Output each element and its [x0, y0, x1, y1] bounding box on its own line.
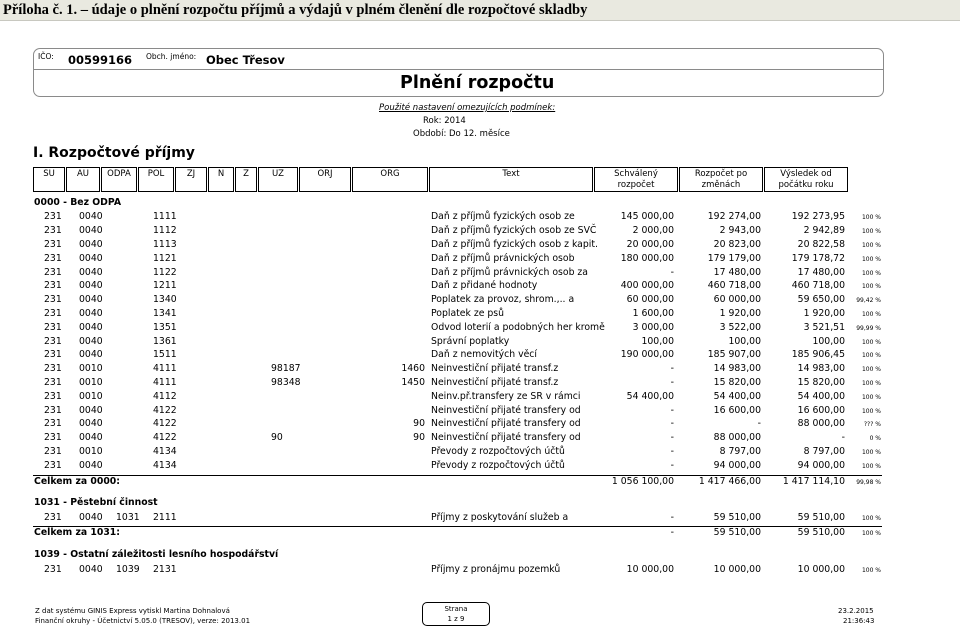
page-indicator: [422, 602, 490, 626]
cell-au: 0040: [79, 459, 103, 471]
cell-a: -: [670, 459, 674, 471]
total-percent: 99,98 %: [856, 478, 881, 486]
group-title-text: 0000 - Bez ODPA: [34, 197, 122, 208]
cell-c: 59 510,00: [797, 511, 845, 523]
column-header-uz: UZ: [258, 167, 298, 192]
cell-au: 0010: [79, 363, 103, 375]
cell-p: ??? %: [863, 421, 881, 429]
cell-text: Neinvestiční přijaté transf.z: [431, 363, 559, 375]
cell-odpa: 1031: [116, 511, 140, 523]
cell-b: 16 600,00: [713, 404, 761, 416]
cell-pol: 1341: [153, 307, 177, 319]
cell-c: 8 797,00: [803, 445, 845, 457]
cell-p: 100 %: [861, 462, 881, 470]
cell-p: 99,42 %: [856, 297, 881, 305]
column-header-zj: ZJ: [175, 167, 207, 192]
cell-su: 231: [44, 266, 62, 278]
cell-pol: 4122: [153, 432, 177, 444]
total-result: 59 510,00: [797, 527, 845, 539]
cell-p: 99,99 %: [856, 324, 881, 332]
cell-a: 180 000,00: [620, 252, 674, 264]
footer-date: 23.2.2015: [838, 607, 874, 615]
cell-b: 59 510,00: [713, 511, 761, 523]
cell-a: 1 600,00: [632, 307, 674, 319]
cell-c: 94 000,00: [797, 459, 845, 471]
column-header-result: Výsledek od počátku roku: [764, 167, 848, 192]
cell-text: Převody z rozpočtových účtů: [431, 459, 565, 471]
cell-au: 0040: [79, 266, 103, 278]
cell-b: 60 000,00: [713, 294, 761, 306]
cell-text: Daň z nemovitých věcí: [431, 349, 538, 361]
group-title: [0, 197, 960, 211]
group-title-text: 1039 - Ostatní záležitosti lesního hospodářství: [34, 549, 279, 561]
cell-text: Příjmy z pronájmu pozemků: [431, 563, 561, 575]
cell-text: Neinv.př.transfery ze SR v rámci: [431, 390, 581, 402]
cell-au: 0040: [79, 511, 103, 523]
cell-pol: 1340: [153, 294, 177, 306]
cell-pol: 4134: [153, 445, 177, 457]
cell-pol: 4111: [153, 376, 177, 388]
cell-text: Poplatek ze psů: [431, 307, 505, 319]
cell-su: 231: [44, 280, 62, 292]
document-title-bar: [0, 0, 960, 21]
cell-c: 100,00: [812, 335, 845, 347]
cell-b: 192 274,00: [707, 211, 761, 223]
cell-a: 3 000,00: [632, 321, 674, 333]
total-approved: -: [670, 527, 674, 539]
cell-c: 192 273,95: [791, 211, 845, 223]
cell-su: 231: [44, 321, 62, 333]
cell-c: 20 822,58: [797, 238, 845, 250]
column-header-z: Z: [235, 167, 257, 192]
cell-p: 100 %: [861, 407, 881, 415]
cell-b: 94 000,00: [713, 459, 761, 471]
cell-b: 88 000,00: [713, 432, 761, 444]
table-row: [0, 239, 960, 253]
cell-c: 185 906,45: [791, 349, 845, 361]
cell-p: 100 %: [861, 241, 881, 249]
cell-text: Odvod loterií a podobných her kromě: [431, 321, 605, 333]
table-row: [0, 460, 960, 474]
table-row: [0, 512, 960, 526]
cell-au: 0040: [79, 225, 103, 237]
cell-au: 0040: [79, 418, 103, 430]
cell-su: 231: [44, 349, 62, 361]
total-after-changes: 59 510,00: [713, 527, 761, 539]
cell-pol: 1511: [153, 349, 177, 361]
cell-b: 2 943,00: [719, 225, 761, 237]
cell-a: 54 400,00: [626, 390, 674, 402]
total-label: Celkem za 0000:: [34, 475, 120, 487]
table-row: [0, 294, 960, 308]
cell-au: 0010: [79, 445, 103, 457]
cell-org: 90: [413, 418, 425, 430]
cell-su: 231: [44, 445, 62, 457]
cell-b: 14 983,00: [713, 363, 761, 375]
table-row: [0, 322, 960, 336]
cell-p: 100 %: [861, 514, 881, 522]
cell-pol: 1113: [153, 238, 177, 250]
cell-pol: 1351: [153, 321, 177, 333]
table-row: [0, 446, 960, 460]
table-row: [0, 363, 960, 377]
cell-p: 100 %: [861, 448, 881, 456]
cell-b: 8 797,00: [719, 445, 761, 457]
cell-c: 10 000,00: [797, 563, 845, 575]
table-row: [0, 377, 960, 391]
cell-pol: 1111: [153, 211, 177, 223]
cell-b: 54 400,00: [713, 390, 761, 402]
cell-a: -: [670, 445, 674, 457]
year-line: Rok: 2014: [423, 116, 466, 126]
column-header-after-changes: Rozpočet po změnách: [679, 167, 763, 192]
cell-c: 3 521,51: [803, 321, 845, 333]
cell-su: 231: [44, 390, 62, 402]
cell-c: 54 400,00: [797, 390, 845, 402]
cell-pol: 4112: [153, 390, 177, 402]
footer-printed-by: Z dat systému GINIS Express vytiskl Martina Dohnalová: [35, 607, 230, 615]
cell-su: 231: [44, 335, 62, 347]
cell-su: 231: [44, 238, 62, 250]
table-row: [0, 432, 960, 446]
table-row: [0, 211, 960, 225]
table-row: [0, 391, 960, 405]
column-header-org: ORG: [352, 167, 428, 192]
table-row: [0, 267, 960, 281]
cell-b: 10 000,00: [713, 563, 761, 575]
cell-su: 231: [44, 363, 62, 375]
cell-su: 231: [44, 294, 62, 306]
cell-b: -: [757, 418, 761, 430]
cell-au: 0010: [79, 376, 103, 388]
cell-su: 231: [44, 432, 62, 444]
cell-p: 100 %: [861, 283, 881, 291]
cell-text: Daň z přidané hodnoty: [431, 280, 538, 292]
cell-au: 0040: [79, 294, 103, 306]
cell-text: Neinvestiční přijaté transfery od: [431, 418, 581, 430]
table-row: [0, 418, 960, 432]
table-row: [0, 336, 960, 350]
cell-p: 0 %: [869, 435, 881, 443]
cell-a: 400 000,00: [620, 280, 674, 292]
cell-a: 190 000,00: [620, 349, 674, 361]
cell-text: Neinvestiční přijaté transfery od: [431, 432, 581, 444]
group-title: [0, 549, 960, 563]
column-header-au: AU: [66, 167, 100, 192]
total-label: Celkem za 1031:: [34, 527, 120, 539]
cell-pol: 1112: [153, 225, 177, 237]
group-total-row: [0, 527, 960, 541]
cell-au: 0040: [79, 252, 103, 264]
cell-p: 100 %: [861, 338, 881, 346]
cell-text: Daň z příjmů právnických osob: [431, 252, 575, 264]
cell-p: 100 %: [861, 255, 881, 263]
report-header-divider: [33, 69, 884, 70]
cell-b: 17 480,00: [713, 266, 761, 278]
page-label: Strana: [444, 605, 468, 613]
cell-pol: 1361: [153, 335, 177, 347]
cell-c: 16 600,00: [797, 404, 845, 416]
column-header-approved: Schválený rozpočet: [594, 167, 678, 192]
company-name-value: Obec Třesov: [206, 53, 285, 67]
cell-su: 231: [44, 563, 62, 575]
ico-value: 00599166: [68, 53, 133, 67]
cell-a: 100,00: [641, 335, 674, 347]
cell-c: 59 650,00: [797, 294, 845, 306]
cell-su: 231: [44, 511, 62, 523]
cell-a: -: [670, 404, 674, 416]
table-row: [0, 564, 960, 578]
cell-c: 15 820,00: [797, 376, 845, 388]
cell-text: Daň z příjmů fyzických osob z kapit.: [431, 238, 598, 250]
cell-p: 100 %: [861, 393, 881, 401]
cell-c: 1 920,00: [803, 307, 845, 319]
cell-su: 231: [44, 307, 62, 319]
cell-p: 100 %: [861, 214, 881, 222]
table-row: [0, 308, 960, 322]
cell-org: 1450: [401, 376, 425, 388]
company-name-label: Obch. jméno:: [146, 52, 197, 61]
cell-pol: 4134: [153, 459, 177, 471]
cell-p: 100 %: [861, 566, 881, 574]
cell-au: 0010: [79, 390, 103, 402]
cell-su: 231: [44, 376, 62, 388]
table-row: [0, 280, 960, 294]
cell-c: 2 942,89: [803, 225, 845, 237]
cell-b: 185 907,00: [707, 349, 761, 361]
cell-b: 460 718,00: [707, 280, 761, 292]
table-row: [0, 349, 960, 363]
conditions-label: Použité nastavení omezujících podmínek:: [379, 103, 556, 113]
cell-c: 14 983,00: [797, 363, 845, 375]
cell-c: 179 178,72: [791, 252, 845, 264]
cell-b: 179 179,00: [707, 252, 761, 264]
cell-text: Neinvestiční přijaté transfery od: [431, 404, 581, 416]
cell-b: 100,00: [728, 335, 761, 347]
cell-a: -: [670, 266, 674, 278]
cell-a: 60 000,00: [626, 294, 674, 306]
cell-text: Příjmy z poskytování služeb a: [431, 511, 569, 523]
cell-text: Daň z příjmů právnických osob za: [431, 266, 589, 278]
ico-label: IČO:: [38, 52, 54, 61]
cell-au: 0040: [79, 335, 103, 347]
group-title: [0, 497, 960, 511]
table-row: [0, 253, 960, 267]
cell-pol: 4122: [153, 404, 177, 416]
footer-system-info: Finanční okruhy - Účetnictví 5.05.0 (TRESOV), verze: 2013.01: [35, 617, 251, 625]
column-header-su: SU: [33, 167, 65, 192]
report-title: Plnění rozpočtu: [400, 73, 555, 93]
cell-su: 231: [44, 418, 62, 430]
table-row: [0, 405, 960, 419]
cell-b: 1 920,00: [719, 307, 761, 319]
cell-odpa: 1039: [116, 563, 140, 575]
cell-pol: 4111: [153, 363, 177, 375]
cell-uz: 90: [271, 432, 283, 444]
column-header-text: Text: [429, 167, 593, 192]
cell-pol: 1122: [153, 266, 177, 278]
cell-text: Poplatek za provoz, shrom.,.. a: [431, 294, 575, 306]
cell-c: 460 718,00: [791, 280, 845, 292]
cell-a: 20 000,00: [626, 238, 674, 250]
cell-p: 100 %: [861, 269, 881, 277]
cell-c: 88 000,00: [797, 418, 845, 430]
cell-au: 0040: [79, 211, 103, 223]
table-row: [0, 225, 960, 239]
cell-p: 100 %: [861, 352, 881, 360]
column-header-pol: POL: [138, 167, 174, 192]
cell-p: 100 %: [861, 228, 881, 236]
period-line: Období: Do 12. měsíce: [413, 129, 510, 139]
cell-au: 0040: [79, 349, 103, 361]
cell-p: 100 %: [861, 366, 881, 374]
cell-su: 231: [44, 252, 62, 264]
cell-su: 231: [44, 459, 62, 471]
cell-b: 3 522,00: [719, 321, 761, 333]
cell-pol: 2131: [153, 563, 177, 575]
cell-a: 145 000,00: [620, 211, 674, 223]
cell-text: Neinvestiční přijaté transf.z: [431, 376, 559, 388]
cell-uz: 98348: [271, 376, 301, 388]
column-header-n: N: [208, 167, 234, 192]
cell-pol: 1121: [153, 252, 177, 264]
cell-a: -: [670, 376, 674, 388]
cell-a: -: [670, 511, 674, 523]
footer-time: 21:36:43: [843, 617, 875, 625]
column-header-odpa: ODPA: [101, 167, 137, 192]
cell-a: -: [670, 363, 674, 375]
page-value: 1 z 9: [447, 615, 465, 623]
group-total-row: [0, 476, 960, 490]
cell-au: 0040: [79, 280, 103, 292]
cell-p: 100 %: [861, 310, 881, 318]
cell-uz: 98187: [271, 363, 301, 375]
column-header-orj: ORJ: [299, 167, 351, 192]
cell-text: Daň z příjmů fyzických osob ze: [431, 211, 575, 223]
cell-su: 231: [44, 404, 62, 416]
total-percent: 100 %: [861, 530, 881, 538]
cell-su: 231: [44, 225, 62, 237]
cell-au: 0040: [79, 563, 103, 575]
group-title-text: 1031 - Pěstební činnost: [34, 497, 158, 509]
document-title: Příloha č. 1. – údaje o plnění rozpočtu příjmů a výdajů v plném členění dle rozpočtové skladby: [3, 2, 588, 18]
cell-text: Správní poplatky: [431, 335, 510, 347]
cell-au: 0040: [79, 321, 103, 333]
cell-text: Převody z rozpočtových účtů: [431, 445, 565, 457]
cell-org: 1460: [401, 363, 425, 375]
cell-c: -: [841, 432, 845, 444]
total-after-changes: 1 417 466,00: [698, 475, 761, 487]
section-title: I. Rozpočtové příjmy: [33, 145, 195, 161]
cell-a: 2 000,00: [632, 225, 674, 237]
cell-a: 10 000,00: [626, 563, 674, 575]
cell-su: 231: [44, 211, 62, 223]
cell-au: 0040: [79, 238, 103, 250]
cell-a: -: [670, 432, 674, 444]
cell-a: -: [670, 418, 674, 430]
cell-pol: 4122: [153, 418, 177, 430]
cell-org: 90: [413, 432, 425, 444]
total-approved: 1 056 100,00: [611, 475, 674, 487]
cell-p: 100 %: [861, 379, 881, 387]
total-result: 1 417 114,10: [782, 475, 845, 487]
cell-b: 15 820,00: [713, 376, 761, 388]
cell-au: 0040: [79, 404, 103, 416]
cell-b: 20 823,00: [713, 238, 761, 250]
cell-text: Daň z příjmů fyzických osob ze SVČ: [431, 225, 597, 237]
cell-pol: 1211: [153, 280, 177, 292]
cell-c: 17 480,00: [797, 266, 845, 278]
cell-pol: 2111: [153, 511, 177, 523]
cell-au: 0040: [79, 307, 103, 319]
cell-au: 0040: [79, 432, 103, 444]
